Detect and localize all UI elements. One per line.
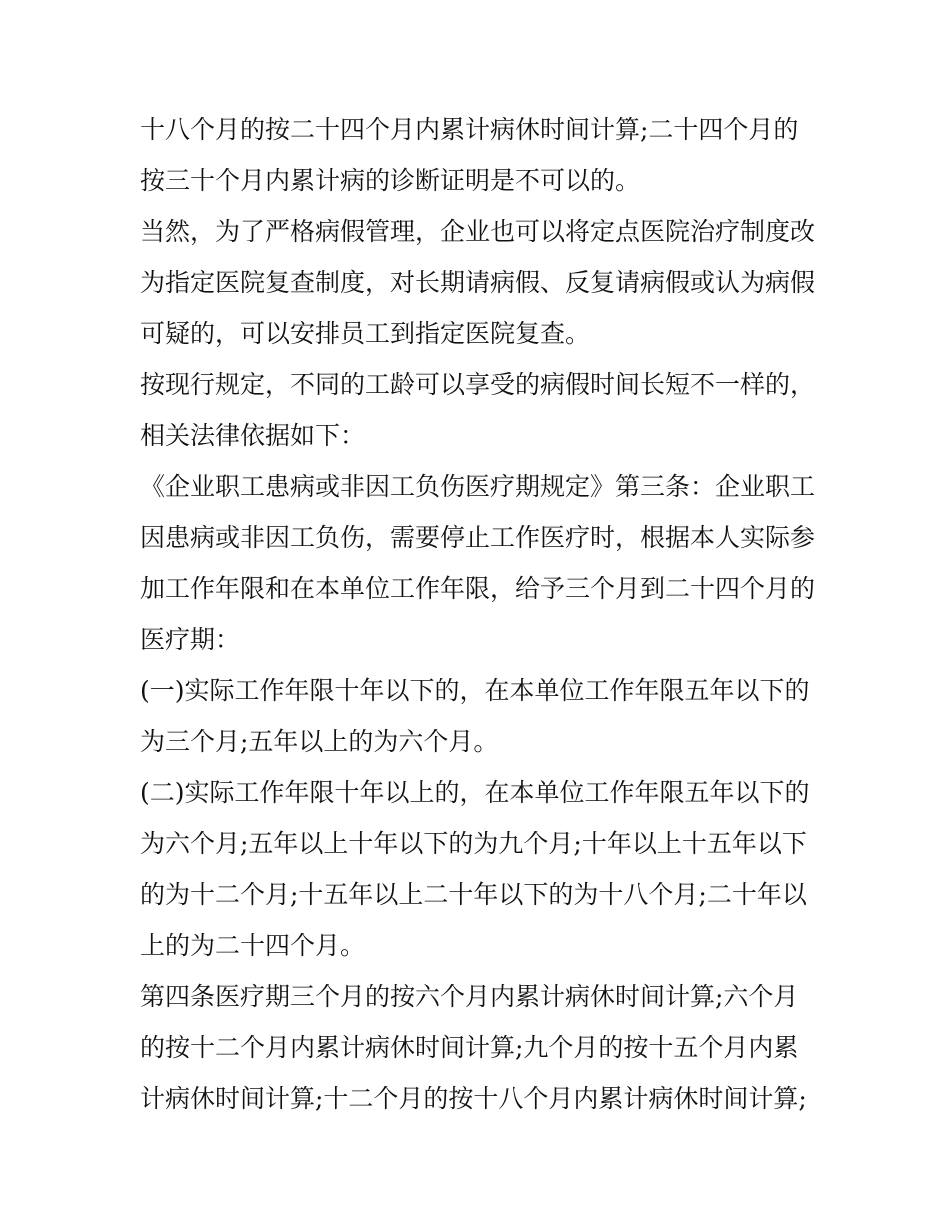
text-line: 为三个月;五年以上的为六个月。	[140, 727, 499, 756]
text-line: 为六个月;五年以上十年以下的为九个月;十年以上十五年以下	[140, 829, 807, 858]
text-line: 十八个月的按二十四个月内累计病休时间计算;二十四个月的	[140, 115, 799, 144]
text-line: 的为十二个月;十五年以上二十年以下的为十八个月;二十年以	[140, 880, 807, 909]
text-line: 的按十二个月内累计病休时间计算;九个月的按十五个月内累	[140, 1033, 799, 1062]
text-line: 按三十个月内累计病的诊断证明是不可以的。	[140, 166, 641, 195]
text-line: 当然，为了严格病假管理，企业也可以将定点医院治疗制度改	[140, 217, 816, 246]
text-line: (一)实际工作年限十年以下的，在本单位工作年限五年以下的	[140, 676, 810, 705]
text-line: 上的为二十四个月。	[140, 931, 366, 960]
text-line: 可疑的，可以安排员工到指定医院复查。	[140, 319, 591, 348]
text-line: 加工作年限和在本单位工作年限，给予三个月到二十四个月的	[140, 574, 816, 603]
text-line: 第四条医疗期三个月的按六个月内累计病休时间计算;六个月	[140, 982, 799, 1011]
text-line: 计病休时间计算;十二个月的按十八个月内累计病休时间计算;	[140, 1084, 807, 1113]
text-line: 因患病或非因工负伤，需要停止工作医疗时，根据本人实际参	[140, 523, 816, 552]
text-line: 《企业职工患病或非因工负伤医疗期规定》第三条：企业职工	[140, 472, 816, 501]
document-body	[140, 104, 820, 1124]
text-line: 为指定医院复查制度，对长期请病假、反复请病假或认为病假	[140, 268, 816, 297]
text-line: 按现行规定，不同的工龄可以享受的病假时间长短不一样的，	[140, 370, 816, 399]
text-line: (二)实际工作年限十年以上的，在本单位工作年限五年以下的	[140, 778, 810, 807]
text-line: 医疗期：	[140, 625, 241, 654]
text-line: 相关法律依据如下：	[140, 421, 366, 450]
